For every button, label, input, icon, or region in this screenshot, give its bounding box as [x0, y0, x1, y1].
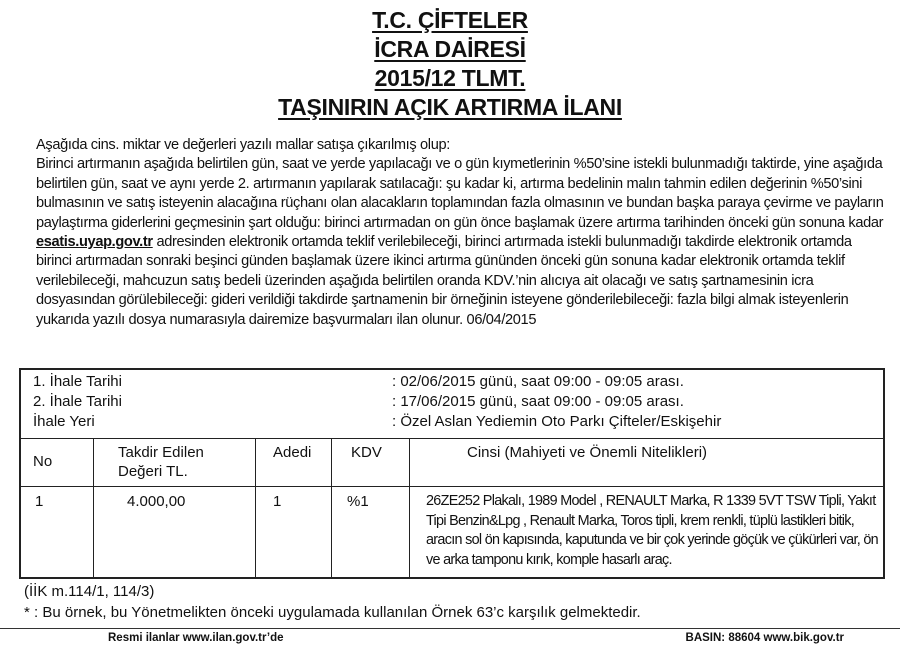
column-divider — [331, 438, 332, 577]
intro-text: Aşağıda cins. miktar ve değerleri yazılı mallar satışa çıkarılmış olup: — [36, 137, 450, 153]
notice-body — [24, 136, 886, 330]
row-no: 1 — [35, 493, 44, 510]
row-value: 4.000,00 — [127, 493, 186, 510]
law-reference: (İİK m.114/1, 114/3) — [24, 583, 155, 600]
auction-place-value: : Özel Aslan Yediemin Oto Parkı Çifteler/Eskişehir — [392, 413, 722, 430]
row-kdv: %1 — [347, 493, 369, 510]
footer — [0, 628, 900, 649]
first-auction-label: 1. İhale Tarihi — [33, 373, 122, 390]
second-auction-value: : 17/06/2015 günü, saat 09:00 - 09:05 arası. — [392, 393, 684, 410]
auction-dates — [21, 370, 883, 439]
row-count: 1 — [273, 493, 282, 510]
paragraph-part-1: Birinci artırmanın aşağıda belirtilen gün, saat ve yerde yapılacağı ve o gün kıymetlerinin %50’sine istekli bulunmadığı taktirde, yine aşağıda belirtilen gün, saat ve aynı yerde 2. artırmanın yapılarak satılacağı: şu kadar ki, artırma bedelinin malın tahmin edilen değerinin %50’sini bulmasının ve satış isteyenin alacağına rüçhanı olan alacakların toplamından fazla olmasının ve bundan başka paraya çevirme ve payların paylaştırma giderlerini geçmesinin şart olduğu: birinci artırmadan on gün önce başlamak üzere artırma tarihinden önceki gün sonuna kadar — [36, 156, 884, 231]
first-auction-value: : 02/06/2015 günü, saat 09:00 - 09:05 arası. — [392, 373, 684, 390]
notice-title: TAŞINIRIN AÇIK ARTIRMA İLANI — [278, 94, 622, 120]
esatis-link[interactable]: esatis.uyap.gov.tr — [36, 234, 153, 251]
office-name: İCRA DAİRESİ — [374, 36, 526, 62]
notice-header — [0, 6, 900, 122]
header-count: Adedi — [273, 444, 312, 461]
footer-right-text: BASIN: 88604 www.bik.gov.tr — [685, 632, 844, 644]
header-description: Cinsi (Mahiyeti ve Önemli Nitelikleri) — [467, 444, 708, 461]
file-number: 2015/12 TLMT. — [374, 65, 526, 91]
header-value-line2: Değeri TL. — [118, 463, 188, 480]
notes — [24, 581, 641, 623]
paragraph-part-2: adresinden elektronik ortamda teklif verilebileceği, birinci artırmada istekli bulunmadığı takdirde elektronik ortamda birinci artırmadan sonraki beşinci günden başlamak üzere ikinci artırma gününden önceki gün sonuna kadar elektronik ortamda teklif verilebileceği, mahcuzun satış bedeli üzerinden aşağıda belirtilen oranda KDV.’nin alıcıya ait olacağı ve satış şartnamesinin icra dosyasından görülebileceği: gideri verildiği takdirde şartnamenin bir örneğinin isteyene gönderilebileceği: fazla bilgi almak isteyenlerin yukarıda yazılı dosya numarasıyla dairemize başvurmaları ilan olunur. 06/04/2015 — [36, 234, 852, 328]
header-kdv: KDV — [351, 444, 382, 461]
second-auction-label: 2. İhale Tarihi — [33, 393, 122, 410]
court-name: T.C. ÇİFTELER — [372, 7, 528, 33]
auction-table — [19, 368, 885, 579]
auction-place-label: İhale Yeri — [33, 413, 95, 430]
column-divider — [409, 438, 410, 577]
footer-left-text: Resmi ilanlar www.ilan.gov.tr’de — [108, 632, 284, 644]
row-description: 26ZE252 Plakalı, 1989 Model , RENAULT Marka, R 1339 5VT TSW Tipli, Yakıt Tipi Benzin&Lpg , Renault Marka, Toros tipli, krem renkli, tüplü lastikleri bitik, aracın sol ön kapısında, kaputunda ve bir çok yerinde göçük ve çükürleri var, ön ve arka tamponu kırık, komple hasarlı araç. — [426, 493, 878, 568]
column-divider — [93, 438, 94, 577]
column-divider — [255, 438, 256, 577]
header-value-line1: Takdir Edilen — [118, 444, 204, 461]
main-paragraph — [24, 155, 886, 330]
footnote: * : Bu örnek, bu Yönetmelikten önceki uygulamada kullanılan Örnek 63’c karşılık gelmektedir. — [24, 604, 641, 621]
header-no: No — [33, 453, 53, 470]
